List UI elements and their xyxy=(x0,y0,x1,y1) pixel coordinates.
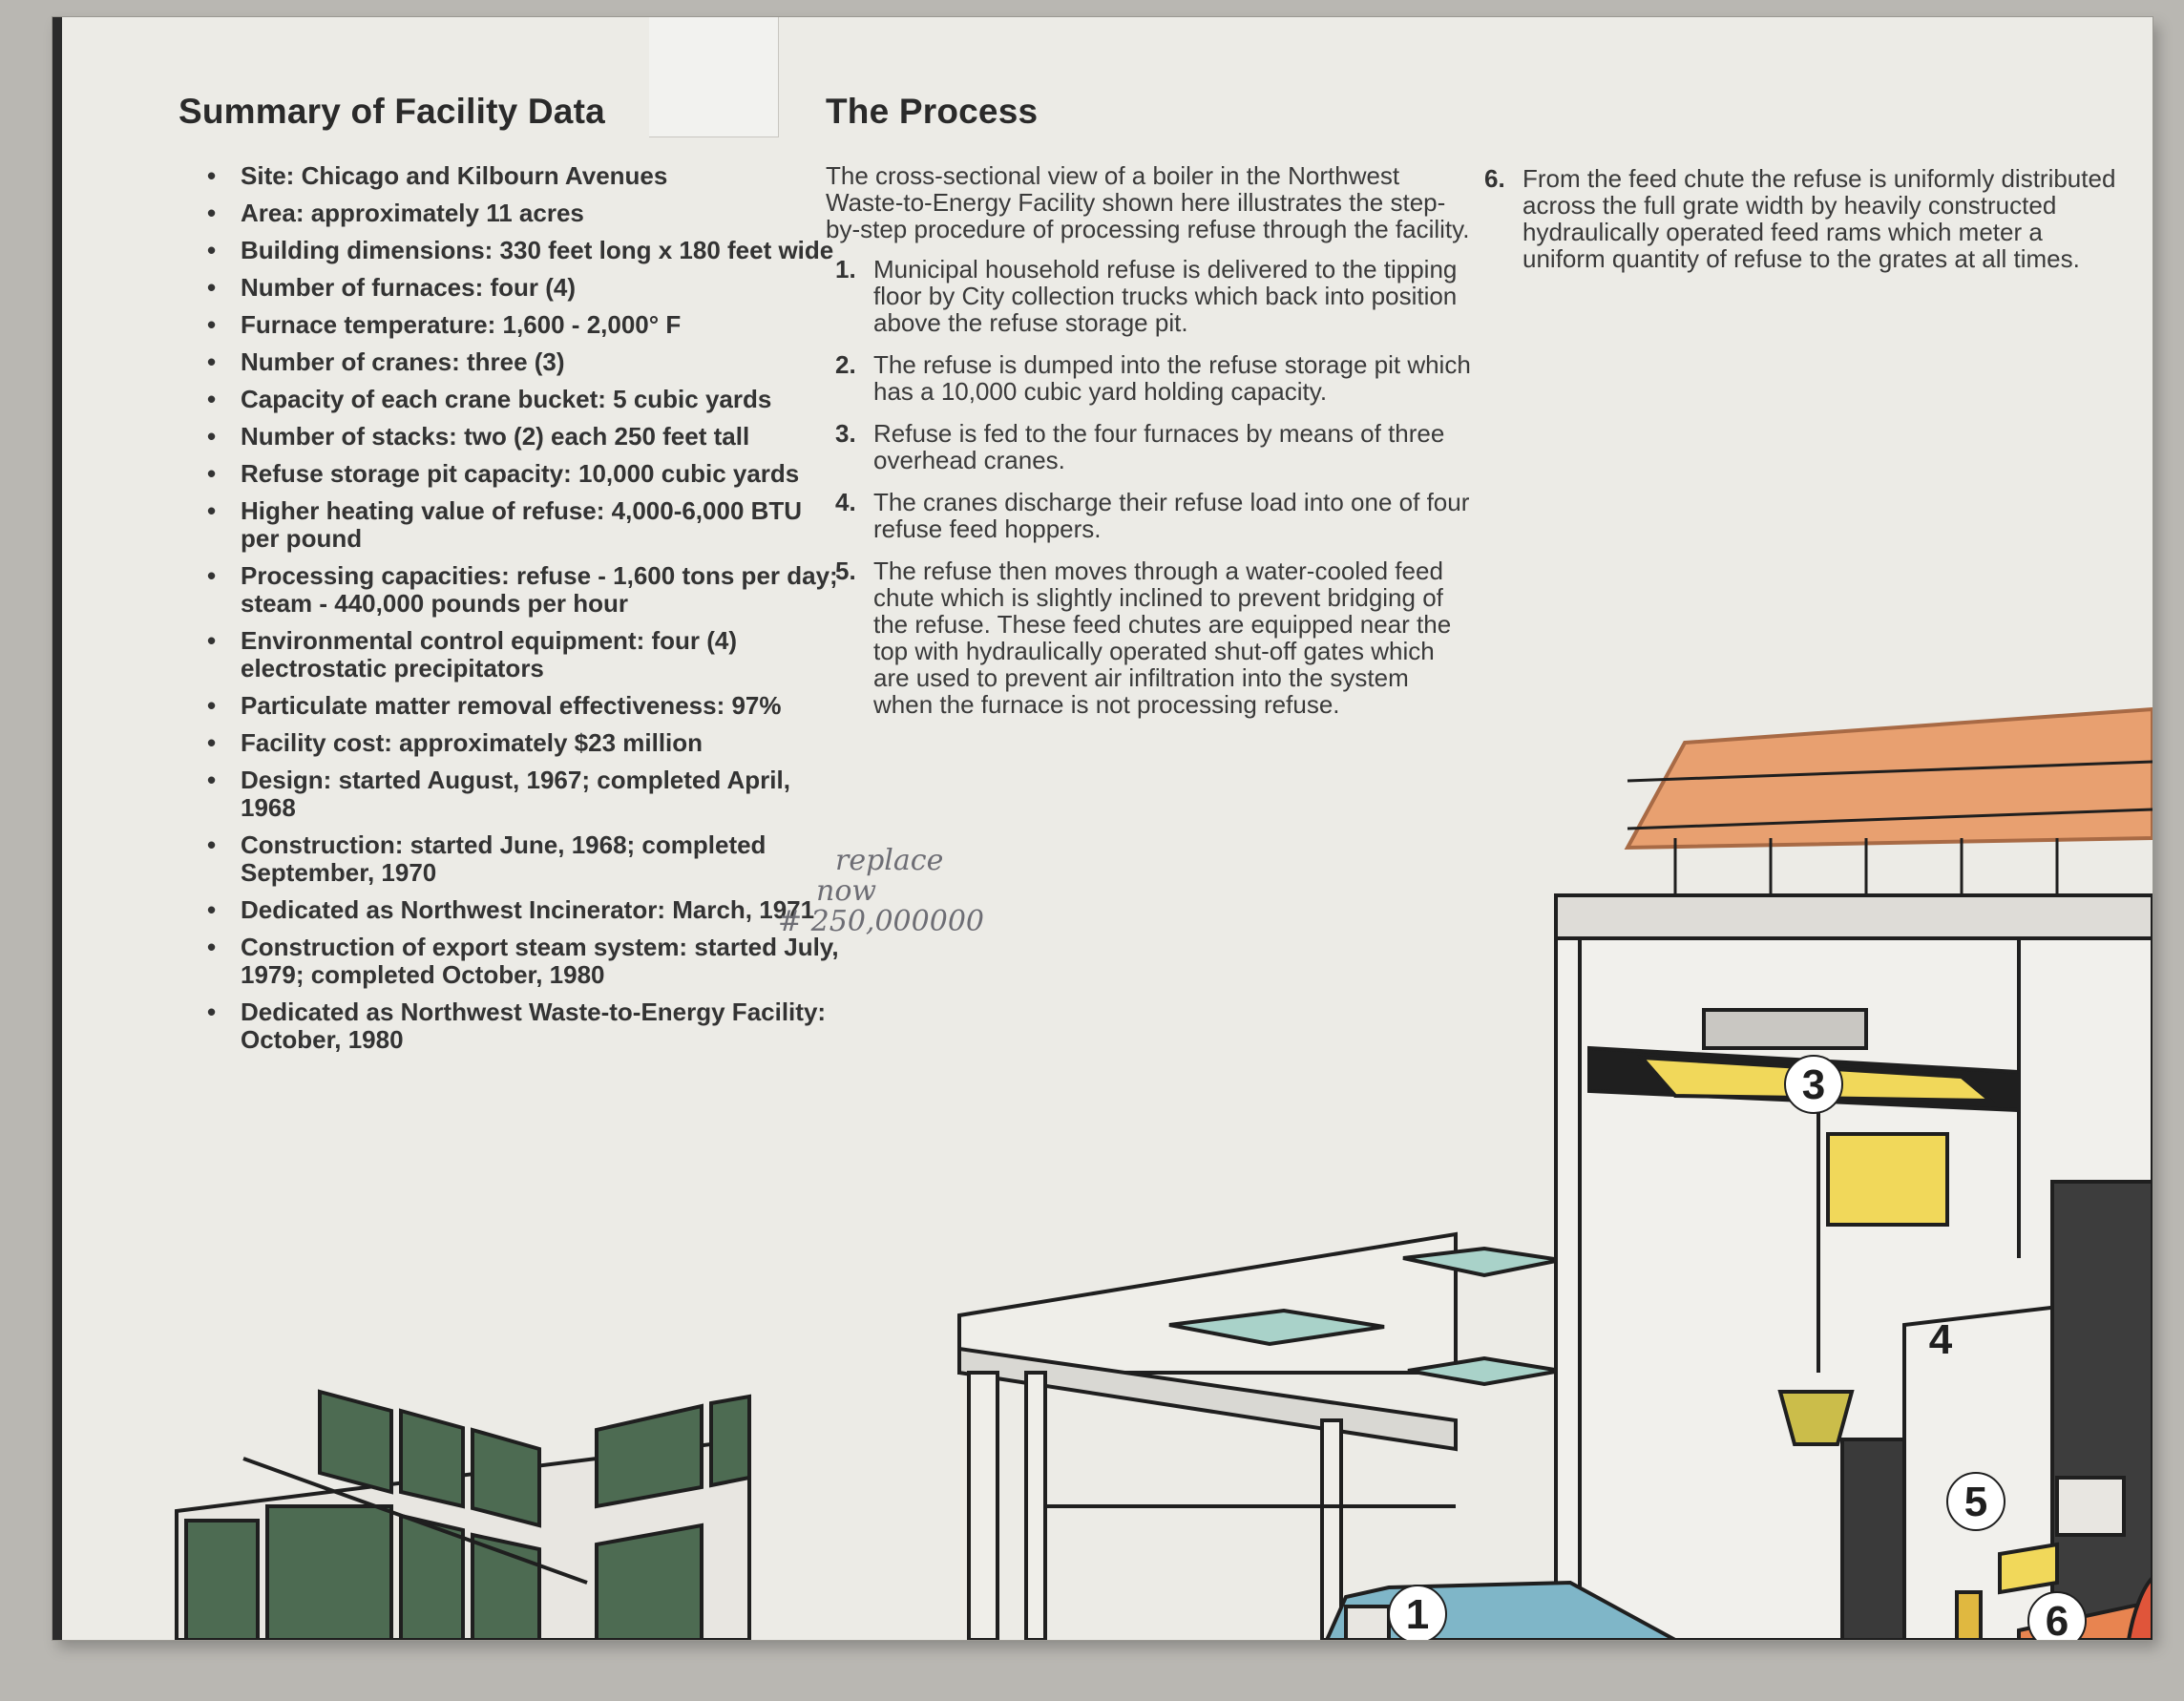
step-text: The refuse is dumped into the refuse storage pit which has a 10,000 cubic yard holding capacity. xyxy=(873,350,1471,406)
badge-3: 3 xyxy=(1801,1061,1826,1108)
tipping-floor xyxy=(959,1234,1561,1640)
step-text: Refuse is fed to the four furnaces by means of three overhead cranes. xyxy=(873,419,1445,474)
fact-particulate-removal: • Particulate matter removal effectiveness: 97% xyxy=(207,692,847,720)
fact-crane-bucket: • Capacity of each crane bucket: 5 cubic yards xyxy=(207,386,847,413)
process-steps-continued xyxy=(1475,165,2124,272)
badge-6: 6 xyxy=(2045,1598,2069,1640)
summary-section xyxy=(178,92,847,1063)
step-number: 4. xyxy=(835,488,856,516)
process-section xyxy=(826,92,1475,733)
step-text: Municipal household refuse is delivered to the tipping floor by City collection trucks which back into position above the refuse storage pit. xyxy=(873,255,1458,337)
fact-processing-capacities: • Processing capacities: refuse - 1,600 tons per day; steam - 440,000 pounds per hour xyxy=(207,562,847,618)
fact-furnaces: • Number of furnaces: four (4) xyxy=(207,274,847,302)
process-steps xyxy=(826,256,1475,718)
step-number: 1. xyxy=(835,255,856,284)
step-number: 2. xyxy=(835,350,856,379)
handwritten-line-3: # 250,000000 xyxy=(778,905,984,938)
badge-1: 1 xyxy=(1405,1591,1430,1638)
brochure-page xyxy=(52,17,2152,1640)
summary-title: Summary of Facility Data xyxy=(178,92,605,131)
process-intro: The cross-sectional view of a boiler in the Northwest Waste-to-Energy Facility shown here illustrates the step-by-step procedure of processing refuse through the facility. xyxy=(826,161,1470,243)
step-text: The refuse then moves through a water-cooled feed chute which is slightly inclined to prevent bridging of the refuse. These feed chutes are equipped near the top with hydraulically operated shut-off gates which are used to prevent air infiltration into the system when the furnace is not processing refuse. xyxy=(873,556,1452,719)
fact-export-steam: • Construction of export steam system: started July, 1979; completed October, 1980 xyxy=(207,934,847,989)
fact-stacks: • Number of stacks: two (2) each 250 feet tall xyxy=(207,423,847,451)
fact-area: • Area: approximately 11 acres xyxy=(207,200,847,227)
process-continued xyxy=(1475,165,2124,287)
step-number: 5. xyxy=(835,556,856,585)
process-step-2 xyxy=(826,351,1475,405)
process-step-6 xyxy=(1475,165,2124,272)
facts-list xyxy=(178,162,847,1054)
process-step-5 xyxy=(826,557,1475,718)
badge-5: 5 xyxy=(1964,1479,1988,1525)
glass-building xyxy=(177,1392,749,1640)
process-step-1 xyxy=(826,256,1475,336)
fact-environmental-control: • Environmental control equipment: four (4) electrostatic precipitators xyxy=(207,627,847,682)
process-step-4 xyxy=(826,489,1475,542)
fact-design: • Design: started August, 1967; completed April, 1968 xyxy=(207,766,847,822)
step-text: From the feed chute the refuse is uniformly distributed across the full grate width by heavily constructed hydraulically operated feed rams which meter a uniform quantity of refuse to the grates at all times. xyxy=(1522,164,2116,273)
fact-pit-capacity: • Refuse storage pit capacity: 10,000 cubic yards xyxy=(207,460,847,488)
process-title: The Process xyxy=(826,92,1039,131)
fact-dedicated-incinerator: • Dedicated as Northwest Incinerator: March, 1971 xyxy=(207,896,847,924)
fact-building-dimensions: • Building dimensions: 330 feet long x 180 feet wide xyxy=(207,237,847,264)
badge-4: 4 xyxy=(1928,1316,1953,1363)
fact-dedicated-waste-to-energy: • Dedicated as Northwest Waste-to-Energy Facility: October, 1980 xyxy=(207,998,847,1054)
fact-furnace-temperature: • Furnace temperature: 1,600 - 2,000° F xyxy=(207,311,847,339)
handwritten-note xyxy=(778,846,1122,979)
step-number: 6. xyxy=(1484,164,1505,193)
step-number: 3. xyxy=(835,419,856,448)
process-step-3 xyxy=(826,420,1475,473)
fact-facility-cost: • Facility cost: approximately $23 million xyxy=(207,729,847,757)
handwritten-line-1: replace xyxy=(835,844,944,877)
fact-cranes: • Number of cranes: three (3) xyxy=(207,348,847,376)
handwritten-line-2: now xyxy=(816,874,877,908)
step-text: The cranes discharge their refuse load into one of four refuse feed hoppers. xyxy=(873,488,1470,543)
fact-heating-value: • Higher heating value of refuse: 4,000-6,000 BTU per pound xyxy=(207,497,847,553)
fact-site: • Site: Chicago and Kilbourn Avenues xyxy=(207,162,847,190)
fact-construction: • Construction: started June, 1968; completed September, 1970 xyxy=(207,831,847,887)
